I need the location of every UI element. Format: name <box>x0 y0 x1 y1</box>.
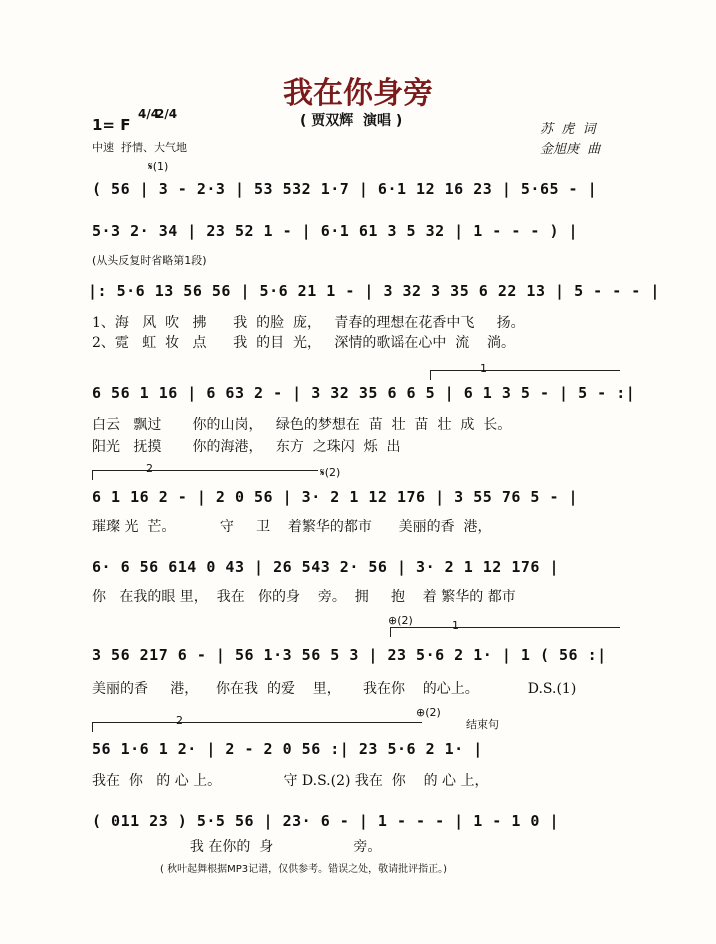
score-line-1: ( 56 | 3 - 2·3 | 53 532 1·7 | 6·1 12 16 23 | 5·65 - | <box>92 180 598 198</box>
segno-marker-1: 𝄋(1) <box>148 160 169 173</box>
singer-credit: ( 贾双辉 演唱 ) <box>300 113 403 129</box>
lyric-line-6: 你 在我的眼 里， 我在 你的身 旁。 拥 抱 着 繁华的 都市 <box>92 589 516 605</box>
score-line-2: 5·3 2· 34 | 23 52 1 - | 6·1 61 3 5 32 | 1 - - - ) | <box>92 222 579 240</box>
volta-2-second: 2 <box>176 714 183 727</box>
score-line-4: 6 56 1 16 | 6 63 2 - | 3 32 35 6 6 5 | 6 1 3 5 - | 5 - :| <box>92 384 636 402</box>
time-signature-1: 4/4 <box>138 107 160 121</box>
volta-2-first: 2 <box>146 462 153 475</box>
score-line-7: 3 56 217 6 - | 56 1·3 56 5 3 | 23 5·6 2 1· | 1 ( 56 :| <box>92 646 607 664</box>
repeat-note: (从头反复时省略第1段) <box>92 254 207 267</box>
score-line-3: |: 5·6 13 56 56 | 5·6 21 1 - | 3 32 3 35 6 22 13 | 5 - - - | <box>88 282 660 300</box>
key-signature: 1= F <box>92 116 131 134</box>
ending-label: 结束句 <box>466 718 499 731</box>
lyricist-credit: 苏 虎 词 <box>540 122 596 137</box>
song-title: 我在你身旁 <box>283 76 433 111</box>
lyric-line-9: 我 在你的 身 旁。 <box>92 839 382 855</box>
volta-1-second: 1 <box>452 619 459 632</box>
lyric-line-3b: 2、霓 虹 妆 点 我 的目 光， 深情的歌谣在心中 流 淌。 <box>92 335 516 351</box>
composer-credit: 金旭庚 曲 <box>540 142 601 157</box>
score-line-6: 6· 6 56 614 0 43 | 26 543 2· 56 | 3· 2 1 12 176 | <box>92 558 560 576</box>
score-line-5: 6 1 16 2 - | 2 0 56 | 3· 2 1 12 176 | 3 55 76 5 - | <box>92 488 579 506</box>
lyric-line-8: 我在 你 的 心 上。 守 D.S.(2) 我在 你 的 心 上， <box>92 773 489 789</box>
tempo-marking: 中速 抒情、大气地 <box>92 141 187 154</box>
footer-note: ( 秋叶起舞根据MP3记谱，仅供参考。错误之处，敬请批评指正。) <box>160 864 448 875</box>
lyric-line-5: 璀璨 光 芒。 守 卫 着繁华的都市 美丽的香 港， <box>92 519 492 535</box>
lyric-line-3a: 1、海 风 吹 拂 我 的脸 庞， 青春的理想在花香中飞 扬。 <box>92 315 525 331</box>
lyric-line-4b: 阳光 抚摸 你的海港， 东方 之珠闪 烁 出 <box>92 439 401 455</box>
lyric-line-7: 美丽的香 港， 你在我 的爱 里， 我在你 的心上。 D.S.(1) <box>92 681 577 697</box>
segno-marker-2: 𝄋(2) <box>320 466 341 479</box>
volta-1-first: 1 <box>480 362 487 375</box>
coda-marker-1: ⊕(2) <box>388 614 413 627</box>
score-line-8: 56 1·6 1 2· | 2 - 2 0 56 :| 23 5·6 2 1· | <box>92 740 483 758</box>
score-line-9: ( 011 23 ) 5·5 56 | 23· 6 - | 1 - - - | 1 - 1 0 | <box>92 812 560 830</box>
lyric-line-4a: 白云 飘过 你的山岗， 绿色的梦想在 苗 壮 苗 壮 成 长。 <box>92 417 512 433</box>
coda-marker-2: ⊕(2) <box>416 706 441 719</box>
time-signature-2: 2/4 <box>156 107 178 121</box>
